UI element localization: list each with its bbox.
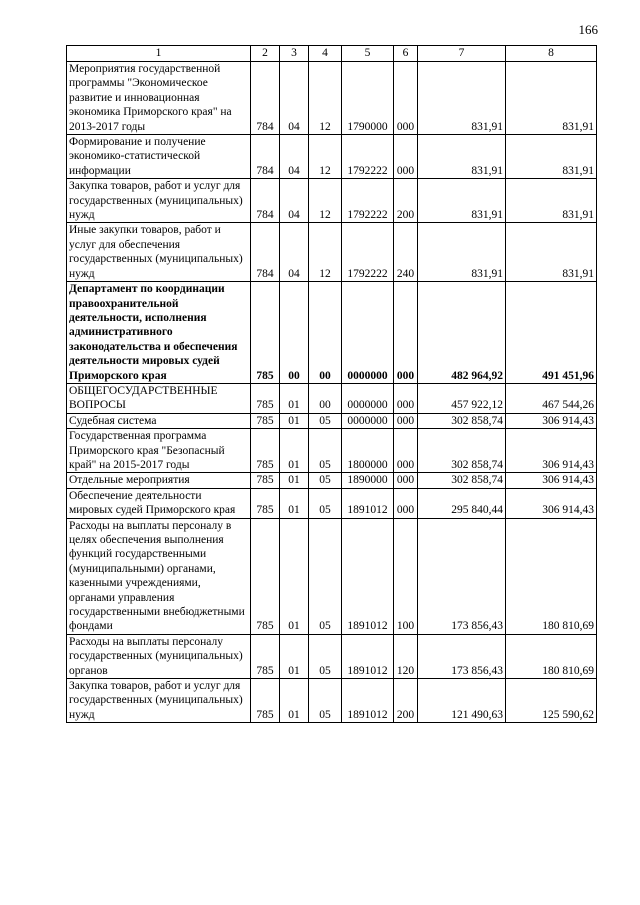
table-row bbox=[67, 473, 597, 488]
table-row bbox=[67, 518, 597, 634]
row-target-code: 1890000 bbox=[342, 473, 394, 488]
row-subsection-code: 12 bbox=[309, 135, 342, 179]
row-expense-type: 000 bbox=[394, 413, 418, 428]
row-section-code: 01 bbox=[280, 679, 309, 723]
row-target-code: 1891012 bbox=[342, 679, 394, 723]
row-ministry-code: 785 bbox=[251, 518, 280, 634]
row-subsection-code: 05 bbox=[309, 679, 342, 723]
table-row bbox=[67, 179, 597, 223]
row-amount-1: 295 840,44 bbox=[418, 488, 506, 518]
row-expense-type: 200 bbox=[394, 679, 418, 723]
row-section-code: 04 bbox=[280, 62, 309, 135]
row-amount-2: 831,91 bbox=[506, 179, 597, 223]
row-expense-type: 000 bbox=[394, 62, 418, 135]
row-name: Департамент по координации правоохранительной деятельности, исполнения административного законодательства и обеспечения деятельности мировых судей Приморского края bbox=[67, 282, 251, 384]
table-row bbox=[67, 282, 597, 384]
row-expense-type: 200 bbox=[394, 179, 418, 223]
row-ministry-code: 784 bbox=[251, 135, 280, 179]
row-ministry-code: 784 bbox=[251, 179, 280, 223]
header-cell: 8 bbox=[506, 46, 597, 62]
table-row bbox=[67, 634, 597, 678]
row-section-code: 00 bbox=[280, 282, 309, 384]
row-subsection-code: 05 bbox=[309, 413, 342, 428]
row-section-code: 01 bbox=[280, 634, 309, 678]
row-amount-2: 125 590,62 bbox=[506, 679, 597, 723]
row-expense-type: 120 bbox=[394, 634, 418, 678]
table-row bbox=[67, 679, 597, 723]
row-section-code: 01 bbox=[280, 518, 309, 634]
row-target-code: 1792222 bbox=[342, 135, 394, 179]
row-name: Отдельные мероприятия bbox=[67, 473, 251, 488]
row-amount-2: 467 544,26 bbox=[506, 383, 597, 413]
row-section-code: 01 bbox=[280, 429, 309, 473]
row-name: Формирование и получение экономико-статистической информации bbox=[67, 135, 251, 179]
row-ministry-code: 785 bbox=[251, 488, 280, 518]
row-amount-2: 306 914,43 bbox=[506, 473, 597, 488]
row-subsection-code: 05 bbox=[309, 518, 342, 634]
row-name: Расходы на выплаты персоналу государственных (муниципальных) органов bbox=[67, 634, 251, 678]
row-subsection-code: 00 bbox=[309, 383, 342, 413]
row-target-code: 1792222 bbox=[342, 179, 394, 223]
row-amount-1: 831,91 bbox=[418, 179, 506, 223]
page-number: 166 bbox=[578, 22, 598, 37]
table-row bbox=[67, 383, 597, 413]
table-row bbox=[67, 413, 597, 428]
table-row bbox=[67, 488, 597, 518]
header-cell: 2 bbox=[251, 46, 280, 62]
row-expense-type: 000 bbox=[394, 383, 418, 413]
row-expense-type: 240 bbox=[394, 223, 418, 282]
row-name: Мероприятия государственной программы "Экономическое развитие и инновационная экономика Приморского края" на 2013-2017 годы bbox=[67, 62, 251, 135]
header-cell: 4 bbox=[309, 46, 342, 62]
header-cell: 1 bbox=[67, 46, 251, 62]
row-amount-1: 302 858,74 bbox=[418, 429, 506, 473]
row-expense-type: 000 bbox=[394, 429, 418, 473]
row-subsection-code: 05 bbox=[309, 634, 342, 678]
row-ministry-code: 785 bbox=[251, 282, 280, 384]
row-section-code: 01 bbox=[280, 413, 309, 428]
row-target-code: 1790000 bbox=[342, 62, 394, 135]
row-ministry-code: 785 bbox=[251, 634, 280, 678]
row-section-code: 04 bbox=[280, 223, 309, 282]
row-expense-type: 000 bbox=[394, 488, 418, 518]
row-expense-type: 000 bbox=[394, 473, 418, 488]
header-cell: 7 bbox=[418, 46, 506, 62]
row-subsection-code: 05 bbox=[309, 429, 342, 473]
header-cell: 5 bbox=[342, 46, 394, 62]
row-section-code: 04 bbox=[280, 179, 309, 223]
row-expense-type: 100 bbox=[394, 518, 418, 634]
row-subsection-code: 12 bbox=[309, 62, 342, 135]
row-amount-2: 831,91 bbox=[506, 223, 597, 282]
row-target-code: 0000000 bbox=[342, 282, 394, 384]
row-amount-1: 457 922,12 bbox=[418, 383, 506, 413]
row-amount-2: 306 914,43 bbox=[506, 488, 597, 518]
row-ministry-code: 784 bbox=[251, 62, 280, 135]
row-amount-2: 831,91 bbox=[506, 62, 597, 135]
row-amount-1: 302 858,74 bbox=[418, 413, 506, 428]
header-cell: 6 bbox=[394, 46, 418, 62]
row-amount-1: 831,91 bbox=[418, 223, 506, 282]
header-cell: 3 bbox=[280, 46, 309, 62]
row-name: Государственная программа Приморского края "Безопасный край" на 2015-2017 годы bbox=[67, 429, 251, 473]
row-target-code: 1891012 bbox=[342, 518, 394, 634]
row-section-code: 01 bbox=[280, 383, 309, 413]
row-expense-type: 000 bbox=[394, 135, 418, 179]
row-target-code: 0000000 bbox=[342, 383, 394, 413]
row-target-code: 1792222 bbox=[342, 223, 394, 282]
row-amount-2: 831,91 bbox=[506, 135, 597, 179]
row-target-code: 0000000 bbox=[342, 413, 394, 428]
row-subsection-code: 05 bbox=[309, 473, 342, 488]
row-amount-1: 173 856,43 bbox=[418, 634, 506, 678]
row-target-code: 1891012 bbox=[342, 634, 394, 678]
row-name: Обеспечение деятельности мировых судей Приморского края bbox=[67, 488, 251, 518]
row-subsection-code: 12 bbox=[309, 179, 342, 223]
row-ministry-code: 784 bbox=[251, 223, 280, 282]
row-ministry-code: 785 bbox=[251, 383, 280, 413]
row-amount-2: 491 451,96 bbox=[506, 282, 597, 384]
row-ministry-code: 785 bbox=[251, 413, 280, 428]
budget-table bbox=[66, 45, 597, 723]
row-subsection-code: 12 bbox=[309, 223, 342, 282]
row-ministry-code: 785 bbox=[251, 473, 280, 488]
row-amount-2: 180 810,69 bbox=[506, 518, 597, 634]
table-row bbox=[67, 429, 597, 473]
row-name: Закупка товаров, работ и услуг для государственных (муниципальных) нужд bbox=[67, 679, 251, 723]
table-row bbox=[67, 135, 597, 179]
row-name: Иные закупки товаров, работ и услуг для обеспечения государственных (муниципальных) нужд bbox=[67, 223, 251, 282]
row-amount-1: 831,91 bbox=[418, 62, 506, 135]
row-ministry-code: 785 bbox=[251, 679, 280, 723]
row-amount-1: 831,91 bbox=[418, 135, 506, 179]
row-amount-1: 302 858,74 bbox=[418, 473, 506, 488]
row-name: Закупка товаров, работ и услуг для государственных (муниципальных) нужд bbox=[67, 179, 251, 223]
row-subsection-code: 00 bbox=[309, 282, 342, 384]
row-amount-2: 180 810,69 bbox=[506, 634, 597, 678]
row-amount-2: 306 914,43 bbox=[506, 429, 597, 473]
row-target-code: 1891012 bbox=[342, 488, 394, 518]
row-section-code: 04 bbox=[280, 135, 309, 179]
row-amount-2: 306 914,43 bbox=[506, 413, 597, 428]
row-name: Судебная система bbox=[67, 413, 251, 428]
row-expense-type: 000 bbox=[394, 282, 418, 384]
table-row bbox=[67, 223, 597, 282]
row-section-code: 01 bbox=[280, 488, 309, 518]
row-name: Расходы на выплаты персоналу в целях обеспечения выполнения функций государственными (муниципальными) органами, казенными учреждениями, органами управления государственными внебюджетными фондами bbox=[67, 518, 251, 634]
row-name: ОБЩЕГОСУДАРСТВЕННЫЕ ВОПРОСЫ bbox=[67, 383, 251, 413]
row-amount-1: 121 490,63 bbox=[418, 679, 506, 723]
row-subsection-code: 05 bbox=[309, 488, 342, 518]
row-target-code: 1800000 bbox=[342, 429, 394, 473]
row-section-code: 01 bbox=[280, 473, 309, 488]
table-header-row bbox=[67, 46, 597, 62]
table-row bbox=[67, 62, 597, 135]
row-amount-1: 482 964,92 bbox=[418, 282, 506, 384]
row-ministry-code: 785 bbox=[251, 429, 280, 473]
row-amount-1: 173 856,43 bbox=[418, 518, 506, 634]
